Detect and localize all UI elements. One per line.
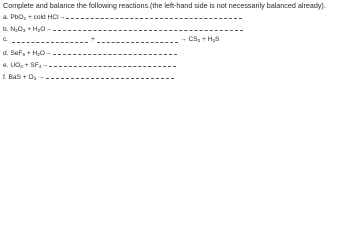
reaction-f-formula: BaS + $O_3$ →	[8, 74, 45, 81]
instructions-text: Complete and balance the following reactions.(the left-hand side is not necessarily balanced already).	[3, 1, 326, 10]
reaction-a	[3, 12, 242, 22]
reaction-d-formula: $SeF_6 + H_2O\to$	[10, 50, 52, 57]
reaction-c	[3, 36, 8, 44]
reaction-f	[3, 72, 174, 82]
reaction-c-label: c.	[3, 36, 9, 43]
reaction-a-label: a.	[3, 14, 9, 21]
answer-blank-b[interactable]	[53, 24, 243, 31]
answer-blank-d[interactable]	[53, 48, 177, 55]
reaction-d	[3, 48, 177, 58]
reaction-f-label: f.	[3, 74, 7, 81]
reaction-d-label: d.	[3, 50, 9, 57]
answer-blank-e[interactable]	[49, 60, 176, 67]
answer-blank-a[interactable]	[66, 12, 242, 19]
answer-blank-f[interactable]	[46, 72, 174, 79]
reaction-e-label: e.	[3, 62, 9, 69]
reaction-b	[3, 24, 243, 34]
reaction-b-formula: $N_2O_3 + H_2O\to$	[10, 26, 52, 33]
reaction-e	[3, 60, 176, 70]
reaction-a-formula: PbO$_2$ + cold HCl→	[10, 14, 66, 21]
reaction-e-formula: $UO_3 + SF_4\to$	[10, 62, 48, 69]
answer-blank-c-first[interactable]	[12, 42, 88, 43]
reaction-c-product: → $CS_2 + H_2S$	[180, 36, 220, 43]
reaction-b-label: b.	[3, 26, 9, 33]
reaction-c-plus: +	[91, 36, 95, 43]
answer-blank-c-second[interactable]	[97, 42, 178, 43]
